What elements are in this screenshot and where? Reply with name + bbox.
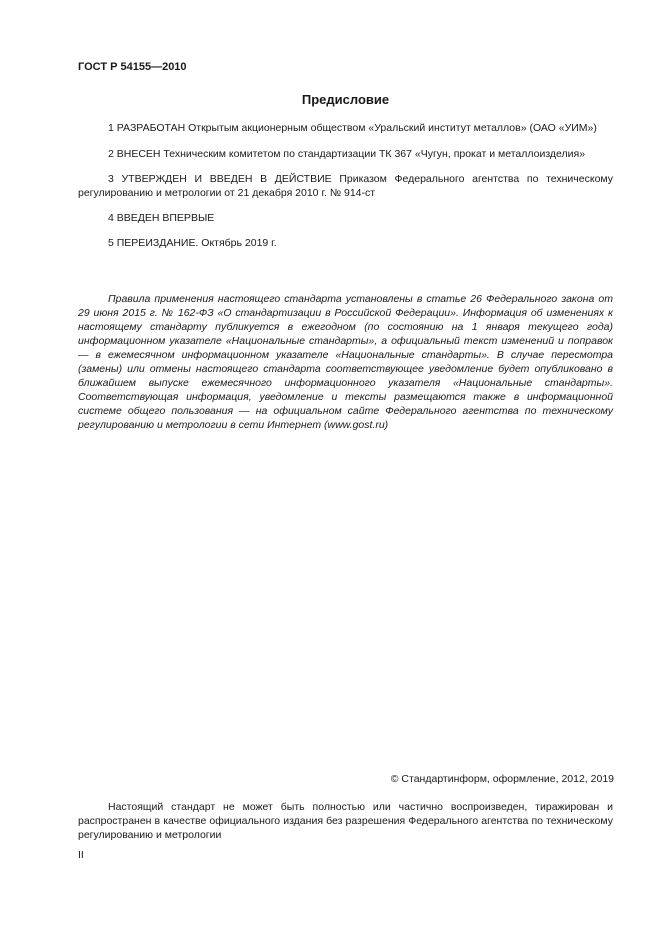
preface-item-4: 4 ВВЕДЕН ВПЕРВЫЕ [108,212,215,224]
page-number: II [78,849,84,861]
copyright-line: © Стандартинформ, оформление, 2012, 2019 [390,773,614,785]
preface-item-5: 5 ПЕРЕИЗДАНИЕ. Октябрь 2019 г. [108,237,277,249]
document-number: ГОСТ Р 54155—2010 [78,61,187,73]
standard-info-paragraph: Правила применения настоящего стандарта установлены в статье 26 Федерального закона от 29 июня 2015 г. № 162-ФЗ «О стандартизации в Российской Федерации». Информация об изменениях к настоящему стандарту публикуется в ежегодном (по состоянию на 1 января текущего года) информационном указателе «Национальные стандарты», а официальный текст изменений и поправок — в ежемесячном информационном указателе «Национальные стандарты». В случае пересмотра (замены) или отмены настоящего стандарта соответствующее уведомление будет опубликовано в ближайшем выпуске ежемесячного информационного указателя «Национальные стандарты». Соответствующая информация, уведомление и тексты размещаются также в информационной системе общего пользования — на официальном сайте Федерального агентства по техническому регулированию и метрологии в сети Интернет (www.gost.ru) [78,293,613,431]
preface-item-1: 1 РАЗРАБОТАН Открытым акционерным обществом «Уральский институт металлов» (ОАО «УИМ») [108,122,597,134]
preface-item-3: 3 УТВЕРЖДЕН И ВВЕДЕН В ДЕЙСТВИЕ Приказом Федерального агентства по техническому регулированию и метрологии от 21 декабря 2010 г. № 914-ст [78,173,613,199]
reproduction-notice: Настоящий стандарт не может быть полностью или частично воспроизведен, тиражирован и распространен в качестве официального издания без разрешения Федерального агентства по техническому регулированию и метрологии [78,801,613,841]
page-title: Предисловие [301,92,390,107]
preface-item-2: 2 ВНЕСЕН Техническим комитетом по стандартизации ТК 367 «Чугун, прокат и металлоизделия» [108,148,586,160]
